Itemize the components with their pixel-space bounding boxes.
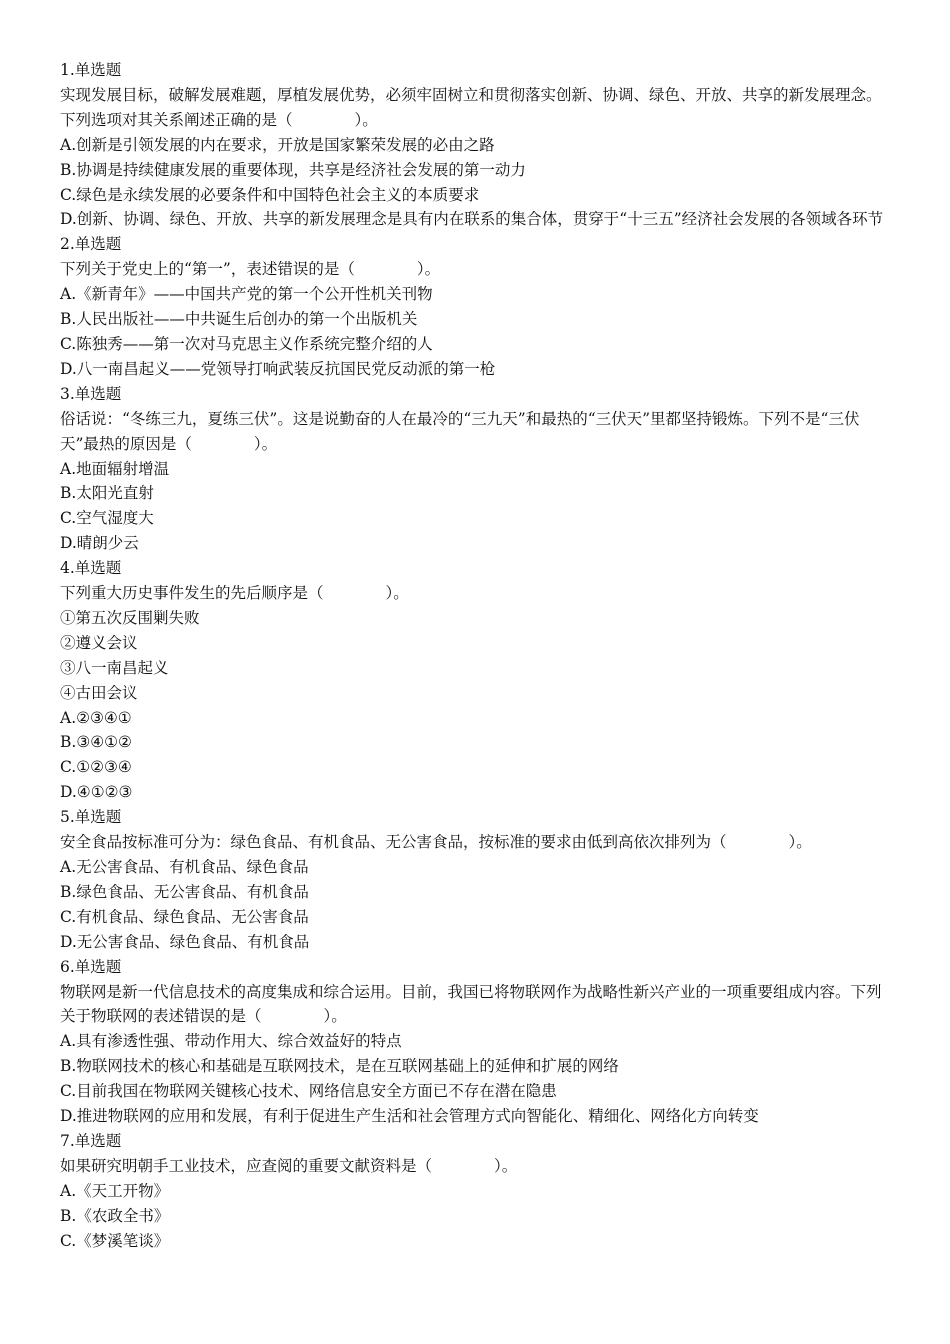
question-stem: 俗话说：“冬练三九，夏练三伏”。这是说勤奋的人在最冷的“三九天”和最热的“三伏天”里都坚持锻炼。下列不是“三伏天”最热的原因是（ ）。: [60, 409, 860, 453]
answer-option: D.八一南昌起义——党领导打响武装反抗国民党反动派的第一枪: [60, 359, 496, 378]
answer-option: B.《农政全书》: [60, 1206, 170, 1225]
question-type-label: 6.单选题: [60, 957, 122, 976]
question-type-label: 3.单选题: [60, 384, 122, 403]
question-type-label: 2.单选题: [60, 235, 122, 254]
answer-option: C.陈独秀——第一次对马克思主义作系统完整介绍的人: [60, 334, 433, 353]
question-7: [60, 1129, 885, 1254]
question-4: [60, 556, 885, 805]
answer-option: C.有机食品、绿色食品、无公害食品: [60, 907, 309, 926]
event-item: ④古田会议: [60, 683, 138, 702]
question-3: [60, 382, 885, 556]
answer-option: B.协调是持续健康发展的重要体现，共享是经济社会发展的第一动力: [60, 160, 526, 179]
answer-option: B.物联网技术的核心和基础是互联网技术，是在互联网基础上的延伸和扩展的网络: [60, 1057, 619, 1076]
question-1: [60, 58, 885, 232]
question-5: [60, 805, 885, 954]
question-stem: 下列关于党史上的“第一”，表述错误的是（ ）。: [60, 260, 441, 279]
answer-option: D.创新、协调、绿色、开放、共享的新发展理念是具有内在联系的集合体，贯穿于“十三五”经济社会发展的各领域各环节: [60, 210, 884, 229]
answer-option: C.《梦溪笔谈》: [60, 1231, 170, 1250]
question-2: [60, 232, 885, 381]
answer-option: A.地面辐射增温: [60, 459, 170, 478]
answer-option: C.空气湿度大: [60, 509, 154, 528]
question-type-label: 4.单选题: [60, 559, 122, 578]
question-stem: 如果研究明朝手工业技术，应查阅的重要文献资料是（ ）。: [60, 1156, 518, 1175]
question-stem: 下列重大历史事件发生的先后顺序是（ ）。: [60, 584, 409, 603]
answer-option: D.推进物联网的应用和发展，有利于促进生产生活和社会管理方式向智能化、精细化、网络化方向转变: [60, 1107, 759, 1126]
question-stem: 实现发展目标，破解发展难题，厚植发展优势，必须牢固树立和贯彻落实创新、协调、绿色、开放、共享的新发展理念。下列选项对其关系阐述正确的是（ ）。: [60, 85, 882, 129]
document-page: [60, 58, 885, 1254]
answer-option: A.具有渗透性强、带动作用大、综合效益好的特点: [60, 1032, 402, 1051]
answer-option: C.目前我国在物联网关键核心技术、网络信息安全方面已不存在潜在隐患: [60, 1082, 557, 1101]
question-type-label: 5.单选题: [60, 808, 122, 827]
answer-option: B.人民出版社——中共诞生后创办的第一个出版机关: [60, 310, 418, 329]
question-type-label: 7.单选题: [60, 1131, 122, 1150]
question-stem: 物联网是新一代信息技术的高度集成和综合运用。目前，我国已将物联网作为战略性新兴产业的一项重要组成内容。下列关于物联网的表述错误的是（ ）。: [60, 982, 882, 1026]
answer-option: D.无公害食品、绿色食品、有机食品: [60, 932, 310, 951]
event-item: ②遵义会议: [60, 633, 138, 652]
event-item: ①第五次反围剿失败: [60, 608, 200, 627]
answer-option: C.绿色是永续发展的必要条件和中国特色社会主义的本质要求: [60, 185, 480, 204]
question-stem: 安全食品按标准可分为：绿色食品、有机食品、无公害食品，按标准的要求由低到高依次排列为（ ）。: [60, 833, 812, 852]
answer-option: D.晴朗少云: [60, 534, 139, 553]
answer-option: D.④①②③: [60, 783, 133, 802]
answer-option: A.《天工开物》: [60, 1181, 170, 1200]
answer-option: B.太阳光直射: [60, 484, 154, 503]
question-type-label: 1.单选题: [60, 61, 122, 79]
answer-option: B.绿色食品、无公害食品、有机食品: [60, 882, 309, 901]
answer-option: A.创新是引领发展的内在要求，开放是国家繁荣发展的必由之路: [60, 135, 495, 154]
event-item: ③八一南昌起义: [60, 658, 169, 677]
answer-option: C.①②③④: [60, 758, 132, 777]
answer-option: A.无公害食品、有机食品、绿色食品: [60, 858, 309, 876]
answer-option: A.《新青年》——中国共产党的第一个公开性机关刊物: [60, 285, 433, 304]
answer-option: B.③④①②: [60, 733, 132, 752]
answer-option: A.②③④①: [60, 708, 132, 727]
question-6: [60, 955, 885, 1129]
